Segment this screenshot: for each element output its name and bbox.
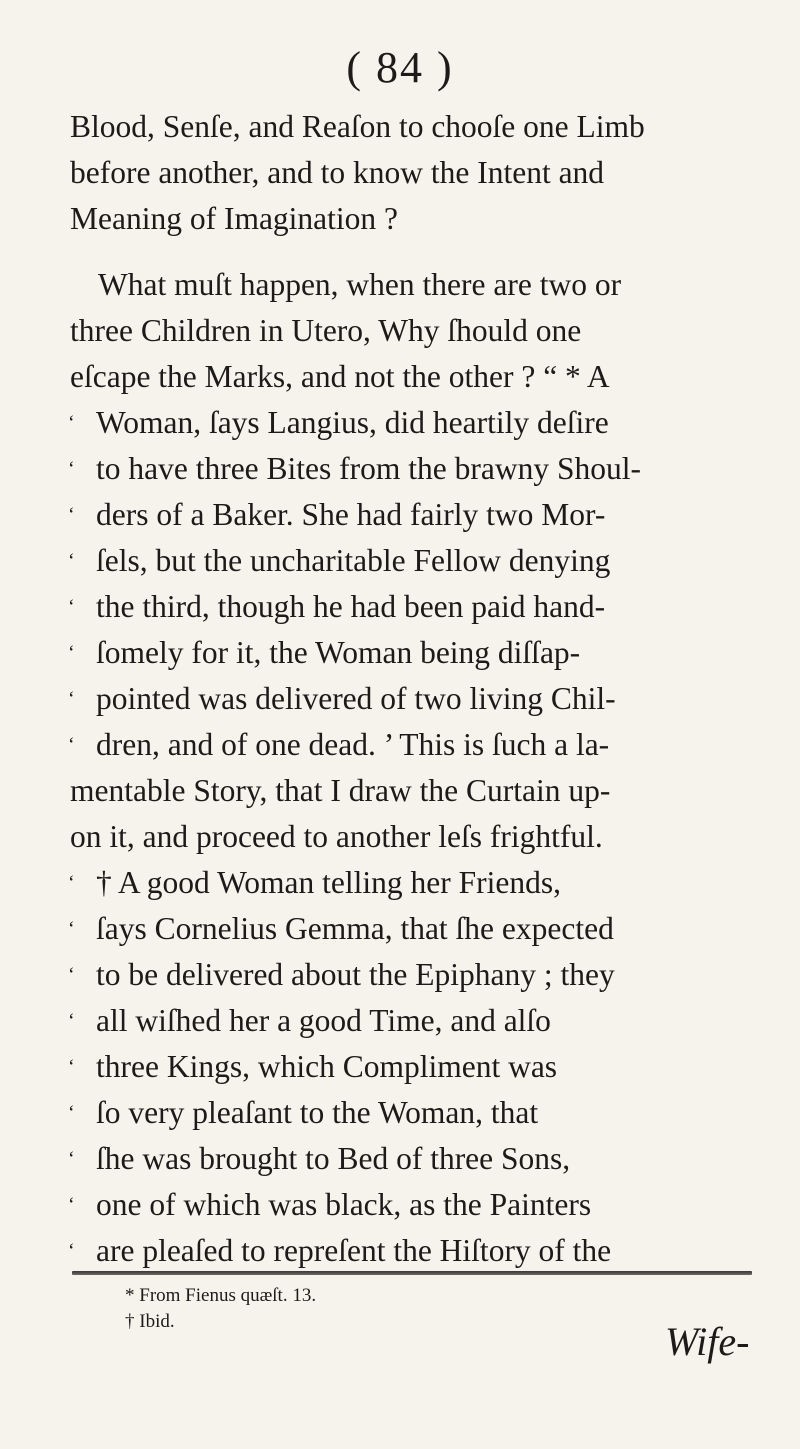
page-number: ( 84 ) (346, 43, 454, 92)
text-line: eſcape the Marks, and not the other ? “ * A (70, 359, 610, 394)
quote-mark: ‘ (68, 550, 75, 572)
quote-mark: ‘ (68, 1010, 75, 1032)
text-line: three Children in Utero, Why ſhould one (70, 313, 582, 348)
text-line: ſo very pleaſant to the Woman, that (96, 1095, 539, 1130)
quote-mark: ‘ (68, 458, 75, 480)
text-line: all wiſhed her a good Time, and alſo (96, 1003, 551, 1038)
text-line: three Kings, which Compliment was (96, 1049, 558, 1084)
text-line: Blood, Senſe, and Reaſon to chooſe one Limb (70, 109, 645, 144)
quote-mark: ‘ (68, 596, 75, 618)
quote-mark: ‘ (68, 734, 75, 756)
quote-mark: ‘ (68, 964, 75, 986)
quote-mark: ‘ (68, 1194, 75, 1216)
text-line: Woman, ſays Langius, did heartily deſire (96, 405, 609, 440)
quote-mark: ‘ (68, 918, 75, 940)
text-line: pointed was delivered of two living Chil- (96, 681, 616, 716)
text-line: on it, and proceed to another leſs frightful. (70, 819, 603, 854)
quote-mark: ‘ (68, 1102, 75, 1124)
footnotes (125, 1283, 316, 1335)
text-line: to have three Bites from the brawny Shoul- (96, 451, 641, 486)
text-line: ſels, but the uncharitable Fellow denying (96, 543, 611, 578)
text-line: to be delivered about the Epiphany ; they (96, 957, 615, 992)
catchword: Wife- (665, 1319, 750, 1364)
text-line: ſhe was brought to Bed of three Sons, (96, 1141, 571, 1176)
text-line: are pleaſed to repreſent the Hiſtory of the (96, 1233, 612, 1268)
footnote: † Ibid. (125, 1311, 175, 1332)
text-line: one of which was black, as the Painters (96, 1187, 592, 1222)
text-line: the third, though he had been paid hand- (96, 589, 606, 624)
text-line: Meaning of Imagination ? (70, 201, 399, 236)
quote-mark: ‘ (68, 642, 75, 664)
text-line: ders of a Baker. She had fairly two Mor- (96, 497, 606, 532)
text-line: dren, and of one dead. ’ This is ſuch a la- (96, 727, 610, 762)
text-line: What muſt happen, when there are two or (98, 267, 622, 302)
quote-mark: ‘ (68, 1148, 75, 1170)
text-line: before another, and to know the Intent and (70, 155, 605, 190)
footnote-rule (72, 1271, 752, 1275)
quote-mark: ‘ (68, 1240, 75, 1262)
text-line: mentable Story, that I draw the Curtain up- (70, 773, 611, 808)
quote-mark: ‘ (68, 412, 75, 434)
quote-mark: ‘ (68, 1056, 75, 1078)
text-line: ſays Cornelius Gemma, that ſhe expected (96, 911, 614, 946)
quote-mark: ‘ (68, 872, 75, 894)
text-line: ſomely for it, the Woman being diſſap- (96, 635, 581, 670)
quote-mark: ‘ (68, 688, 75, 710)
quote-mark: ‘ (68, 504, 75, 526)
text-line: † A good Woman telling her Friends, (96, 865, 561, 900)
footnote: * From Fienus quæſt. 13. (125, 1285, 317, 1306)
